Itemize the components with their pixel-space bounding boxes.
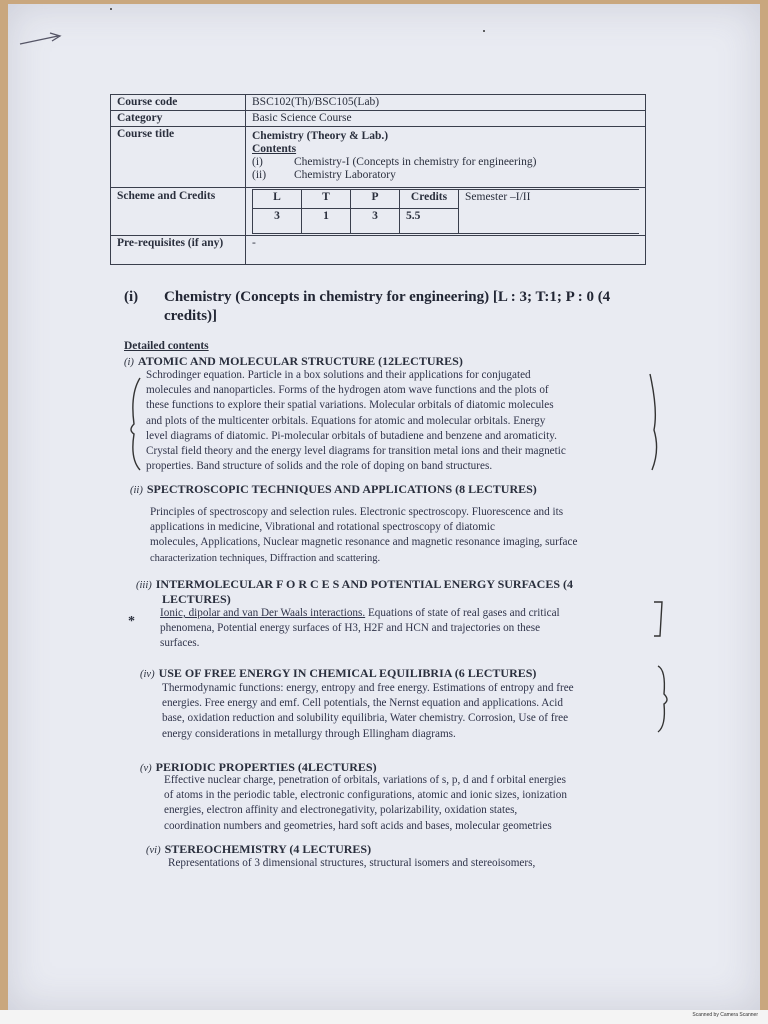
- section-title: ATOMIC AND MOLECULAR STRUCTURE (12LECTURES): [137, 354, 463, 368]
- contents-item-text: Chemistry Laboratory: [294, 169, 396, 181]
- right-bracket-annotation-icon: [656, 664, 672, 734]
- scheme-value-l: 3: [253, 209, 302, 234]
- right-bracket-annotation-icon: [652, 600, 666, 640]
- paragraph-line: applications in medicine, Vibrational and rotational spectroscopy of diatomic: [150, 521, 495, 534]
- paragraph-line: Crystal field theory and the energy level diagrams for transition metal ions and their magnetic: [146, 445, 566, 458]
- scheme-value-t: 1: [302, 209, 351, 234]
- paragraph-line: Effective nuclear charge, penetration of orbitals, variations of s, p, d and f orbital energies: [164, 774, 566, 786]
- course-code-value: BSC102(Th)/BSC105(Lab): [246, 95, 646, 111]
- contents-item: [252, 169, 639, 182]
- section-number: (v): [140, 763, 152, 774]
- pen-arrow-mark-icon: [18, 30, 64, 48]
- paragraph-line: Thermodynamic functions: energy, entropy and free energy. Estimations of entropy and free: [162, 682, 574, 694]
- underlined-phrase: Ionic, dipolar and van Der Waals interactions.: [160, 607, 366, 619]
- contents-heading: Contents: [252, 143, 297, 155]
- main-heading: [124, 288, 644, 326]
- section-title: USE OF FREE ENERGY IN CHEMICAL EQUILIBRIA (6 LECTURES): [158, 666, 537, 680]
- section-number: (iii): [136, 580, 152, 591]
- prerequisites-label: Pre-requisites (if any): [111, 236, 246, 265]
- section-paragraph: [150, 505, 658, 566]
- section-number: (vi): [146, 845, 161, 856]
- contents-item-text: Chemistry-I (Concepts in chemistry for engineering): [294, 156, 537, 168]
- scheme-subtable: [252, 189, 639, 234]
- scanner-watermark: Scanned by Camera Scanner: [692, 1012, 758, 1018]
- main-heading-number: (i): [124, 289, 139, 305]
- paragraph-line: phenomena, Potential energy surfaces of H3, H2F and HCN and trajectories on these: [160, 622, 541, 635]
- star-annotation: *: [128, 614, 135, 629]
- paragraph-line: of atoms in the periodic table, electronic configurations, atomic and ionic sizes, ionization: [164, 789, 567, 802]
- paragraph-line: coordination numbers and geometries, hard soft acids and bases, molecular geometries: [164, 819, 552, 832]
- section-heading: [146, 842, 371, 857]
- section-number: (ii): [130, 485, 143, 496]
- paragraph-line: properties. Band structure of solids and the role of doping on band structures.: [146, 460, 493, 473]
- paragraph-line: energy considerations in metallurgy through Ellingham diagrams.: [162, 727, 456, 740]
- course-title-cell: [246, 127, 646, 188]
- paragraph-line: Representations of 3 dimensional structures, structural isomers and stereoisomers,: [168, 857, 536, 869]
- semester-value: Semester –I/II: [459, 190, 640, 234]
- paragraph-line: Schrodinger equation. Particle in a box solutions and their applications for conjugated: [146, 369, 531, 381]
- paragraph-line: Principles of spectroscopy and selection rules. Electronic spectroscopy. Fluorescence and its: [150, 506, 564, 518]
- section-heading: [130, 482, 537, 497]
- paragraph-line: molecules and nanoparticles. Forms of the hydrogen atom wave functions and the plots of: [146, 384, 549, 397]
- scheme-header-l: L: [253, 190, 302, 209]
- section-number: (iv): [140, 669, 155, 680]
- speck: [483, 30, 485, 32]
- paragraph-line-rest: Equations of state of real gases and critical: [367, 607, 560, 619]
- course-title-value: Chemistry (Theory & Lab.): [252, 130, 389, 142]
- contents-item: [252, 156, 639, 169]
- paragraph-line: molecules, Applications, Nuclear magnetic resonance and magnetic resonance imaging, surface: [150, 536, 578, 549]
- scheme-header-p: P: [351, 190, 400, 209]
- scheme-header-credits: Credits: [400, 190, 459, 209]
- scheme-value-credits: 5.5: [400, 209, 459, 234]
- main-heading-line1: Chemistry (Concepts in chemistry for engineering) [L : 3; T:1; P : 0 (4: [164, 289, 611, 305]
- section-number: (i): [124, 357, 134, 368]
- section-title-continued: LECTURES): [162, 592, 231, 606]
- section-heading: [124, 354, 463, 369]
- scheme-credits-cell: [246, 188, 646, 236]
- course-info-table: [110, 94, 646, 265]
- section-title: STEREOCHEMISTRY (4 LECTURES): [164, 842, 372, 856]
- scheme-header-t: T: [302, 190, 351, 209]
- paragraph-line: surfaces.: [160, 637, 200, 650]
- section-title: PERIODIC PROPERTIES (4LECTURES): [155, 760, 377, 774]
- section-title: INTERMOLECULAR F O R C E S AND POTENTIAL ENERGY SURFACES (4: [155, 577, 574, 591]
- category-value: Basic Science Course: [246, 111, 646, 127]
- right-bracket-annotation-icon: [646, 370, 662, 474]
- section-paragraph: [146, 368, 650, 474]
- scan-footer-strip: [0, 1010, 768, 1024]
- main-heading-line2: credits)]: [164, 308, 218, 324]
- contents-item-number: (i): [252, 156, 263, 168]
- paragraph-line: these functions to explore their spatial variations. Molecular orbitals of diatomic molecules: [146, 399, 554, 412]
- section-paragraph: [160, 606, 658, 652]
- prerequisites-value: -: [246, 236, 646, 265]
- section-title: SPECTROSCOPIC TECHNIQUES AND APPLICATIONS (8 LECTURES): [146, 482, 537, 496]
- category-label: Category: [111, 111, 246, 127]
- paragraph-line: base, oxidation reduction and solubility equilibria, Water chemistry. Corrosion, Use of free: [162, 712, 569, 725]
- paragraph-line: level diagrams of diatomic. Pi-molecular orbitals of butadiene and benzene and aromaticity.: [146, 429, 557, 442]
- section-paragraph: [162, 681, 656, 742]
- course-title-label: Course title: [111, 127, 246, 188]
- paragraph-line: and plots of the multicenter orbitals. Equations for atomic and molecular orbitals. Energy: [146, 414, 546, 427]
- left-bracket-annotation-icon: [124, 374, 144, 474]
- course-code-label: Course code: [111, 95, 246, 111]
- detailed-contents-heading: Detailed contents: [124, 340, 209, 352]
- paragraph-line: [160, 606, 658, 621]
- paragraph-line: energies. Free energy and emf. Cell potentials, the Nernst equation and applications. Acid: [162, 697, 563, 710]
- section-heading: [140, 666, 536, 681]
- scheme-value-p: 3: [351, 209, 400, 234]
- contents-item-number: (ii): [252, 169, 267, 181]
- speck: [110, 8, 112, 10]
- paragraph-line: characterization techniques, Diffraction and scattering.: [150, 552, 381, 564]
- section-paragraph: [168, 856, 662, 871]
- paragraph-line: energies, electron affinity and electronegativity, polarizability, oxidation states,: [164, 804, 518, 817]
- section-heading: [136, 577, 573, 607]
- section-paragraph: [164, 773, 662, 834]
- scheme-credits-label: Scheme and Credits: [111, 188, 246, 236]
